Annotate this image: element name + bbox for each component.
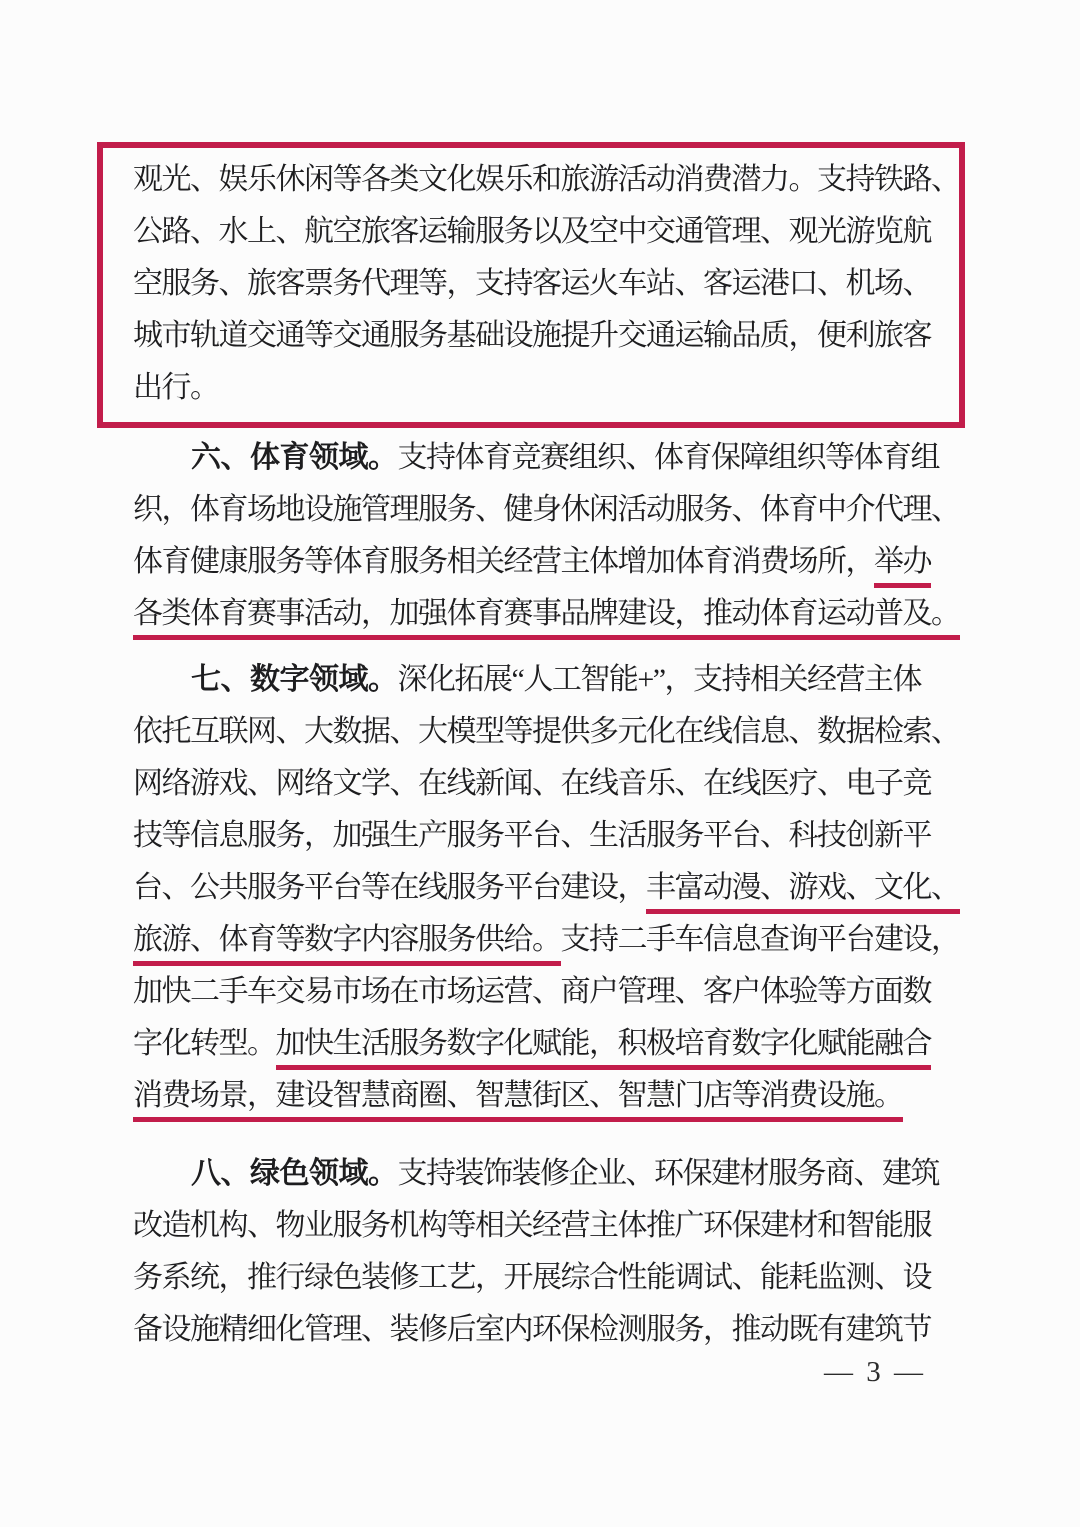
underlined-phrase: 加快生活服务数字化赋能，积极培育数字化赋能融合: [276, 1027, 932, 1070]
underlined-phrase: 旅游、体育等数字内容服务供给。: [133, 923, 561, 966]
text-run: 依托互联网、大数据、大模型等提供多元化在线信息、数据检索、: [133, 715, 960, 748]
text-run: 支持体育竞赛组织、体育保障组织等体育组: [397, 441, 939, 474]
underlined-phrase: 消费场景，建设智慧商圈、智慧街区、智慧门店等消费设施。: [133, 1079, 903, 1122]
underlined-phrase: 各类体育赛事活动，加强体育赛事品牌建设，推动体育运动普及。: [133, 597, 960, 640]
text-run: 织，体育场地设施管理服务、健身休闲活动服务、体育中介代理、: [133, 493, 960, 526]
text-line: [133, 1018, 945, 1070]
text-line: 空服务、旅客票务代理等，支持客运火车站、客运港口、机场、: [133, 267, 931, 300]
text-line: [133, 588, 960, 640]
section-heading: 七、数字领域。: [191, 663, 398, 696]
text-line: [133, 1148, 945, 1200]
text-run: 支持装饰装修企业、环保建材服务商、建筑: [397, 1157, 939, 1190]
text-line: [133, 654, 945, 706]
text-run: 技等信息服务，加强生产服务平台、生活服务平台、科技创新平: [133, 819, 931, 852]
text-run: 务系统，推行绿色装修工艺，开展综合性能调试、能耗监测、设: [133, 1261, 931, 1294]
text-line: [133, 1200, 945, 1252]
text-line: [133, 862, 960, 914]
underlined-phrase: 丰富动漫、游戏、文化、: [646, 871, 960, 914]
text-run: 支持二手车信息查询平台建设，: [560, 923, 960, 956]
text-line: [133, 1252, 945, 1304]
text-line: [133, 484, 960, 536]
text-line: 观光、娱乐休闲等各类文化娱乐和旅游活动消费潜力。支持铁路、: [133, 163, 960, 196]
section-heading: 八、绿色领域。: [191, 1157, 398, 1190]
section-digital: [133, 654, 960, 1122]
text-run: 字化转型。: [133, 1027, 276, 1060]
text-run: 加快二手车交易市场在市场运营、商户管理、客户体验等方面数: [133, 975, 931, 1008]
text-line: [133, 810, 945, 862]
text-line: [133, 758, 945, 810]
page-number: — 3 —: [824, 1356, 926, 1388]
section-green: [133, 1148, 945, 1356]
text-run: 网络游戏、网络文学、在线新闻、在线音乐、在线医疗、电子竞: [133, 767, 931, 800]
red-highlight-box: [97, 142, 965, 428]
text-run: 台、公共服务平台等在线服务平台建设，: [133, 871, 646, 904]
section-heading: 六、体育领域。: [191, 441, 398, 474]
text-line: 公路、水上、航空旅客运输服务以及空中交通管理、观光游览航: [133, 215, 931, 248]
underlined-phrase: 举办: [874, 545, 931, 588]
text-run: 改造机构、物业服务机构等相关经营主体推广环保建材和智能服: [133, 1209, 931, 1242]
text-line: [133, 706, 960, 758]
text-line: [133, 432, 945, 484]
text-line: [133, 966, 945, 1018]
text-run: 备设施精细化管理、装修后室内环保检测服务，推动既有建筑节: [133, 1313, 931, 1346]
text-line: [133, 536, 945, 588]
text-line: [133, 1304, 945, 1356]
text-line: 城市轨道交通等交通服务基础设施提升交通运输品质，便利旅客: [133, 319, 931, 352]
text-run: 深化拓展“人工智能+”，支持相关经营主体: [397, 663, 922, 696]
section-sports: [133, 432, 960, 640]
text-line: [133, 914, 960, 966]
text-line: [133, 1070, 945, 1122]
text-run: 体育健康服务等体育服务相关经营主体增加体育消费场所，: [133, 545, 874, 578]
text-line: 出行。: [133, 371, 219, 404]
